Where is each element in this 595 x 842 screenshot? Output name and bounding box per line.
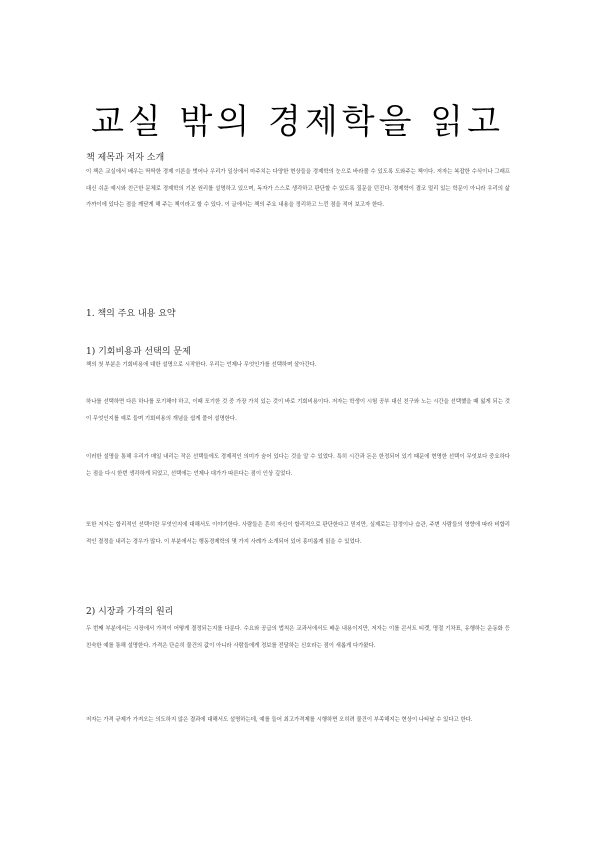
subsection-1-paragraph-1: 하나를 선택하면 다른 하나를 포기해야 하고, 이때 포기한 것 중 가장 가치 있는 것이 바로 기회비용이다. 저자는 학생이 시험 공부 대신 친구와 노는 시간을 선택했을 때 잃게 되는 것이 무엇인지를 예로 들며 기회비용의 개념을 쉽게 풀어 설명한다.	[86, 399, 510, 422]
section-1-heading: 1. 책의 주요 내용 요약	[86, 309, 176, 319]
subsection-1-lead: 책의 첫 부분은 기회비용에 대한 설명으로 시작한다. 우리는 언제나 무엇인가를 선택하며 살아간다.	[86, 362, 317, 368]
subsection-2-heading: 2) 시장과 가격의 원리	[86, 607, 174, 617]
subsection-1-heading: 1) 기회비용과 선택의 문제	[86, 347, 191, 357]
subsection-1-paragraph-2: 이러한 설명을 통해 우리가 매일 내리는 작은 선택들에도 경제적인 의미가 숨어 있다는 것을 알 수 있었다. 특히 시간과 돈은 한정되어 있기 때문에 현명한 선택이 무엇보다 중요하다는 점을 다시 한번 생각하게 되었고, 선택에는 언제나 대가가 따른다는 점이 인상 깊었다.	[86, 454, 510, 477]
subsection-2-paragraph-2: 저자는 가격 규제가 가져오는 의도하지 않은 결과에 대해서도 설명하는데, 예를 들어 최고가격제를 시행하면 오히려 물건이 부족해지는 현상이 나타날 수 있다고 한다.	[86, 717, 473, 723]
intro-paragraph: 이 책은 교실에서 배우는 딱딱한 경제 이론을 벗어나 우리가 일상에서 마주치는 다양한 현상들을 경제학의 눈으로 바라볼 수 있도록 도와주는 책이다. 저자는 복잡한 수식이나 그래프 대신 쉬운 예시와 친근한 문체로 경제학의 기본 원리를 설명하고 있으며, 독자가 스스로 생각하고 판단할 수 있도록 질문을 던진다. 경제학이 결코 멀리 있는 학문이 아니라 우리의 삶 가까이에 있다는 점을 깨닫게 해 주는 책이라고 할 수 있다. 이 글에서는 책의 주요 내용을 정리하고 느낀 점을 적어 보고자 한다.	[86, 169, 510, 209]
subsection-1-paragraph-3: 또한 저자는 합리적인 선택이란 무엇인지에 대해서도 이야기한다. 사람들은 흔히 자신이 합리적으로 판단한다고 믿지만, 실제로는 감정이나 습관, 주변 사람들의 영향에 따라 비합리적인 결정을 내리는 경우가 많다. 이 부분에서는 행동경제학의 몇 가지 사례가 소개되어 있어 흥미롭게 읽을 수 있었다.	[86, 522, 510, 545]
document-title: 교실 밖의 경제학을 읽고	[91, 102, 504, 142]
subsection-2-paragraph-1: 두 번째 부분에서는 시장에서 가격이 어떻게 결정되는지를 다룬다. 수요와 공급의 법칙은 교과서에서도 배운 내용이지만, 저자는 이를 콘서트 티켓, 명절 기차표, 유행하는 운동화 등 친숙한 예를 통해 설명한다. 가격은 단순히 물건의 값이 아니라 사람들에게 정보를 전달하는 신호라는 점이 새롭게 다가왔다.	[86, 626, 510, 649]
intro-heading: 책 제목과 저자 소개	[86, 153, 165, 163]
